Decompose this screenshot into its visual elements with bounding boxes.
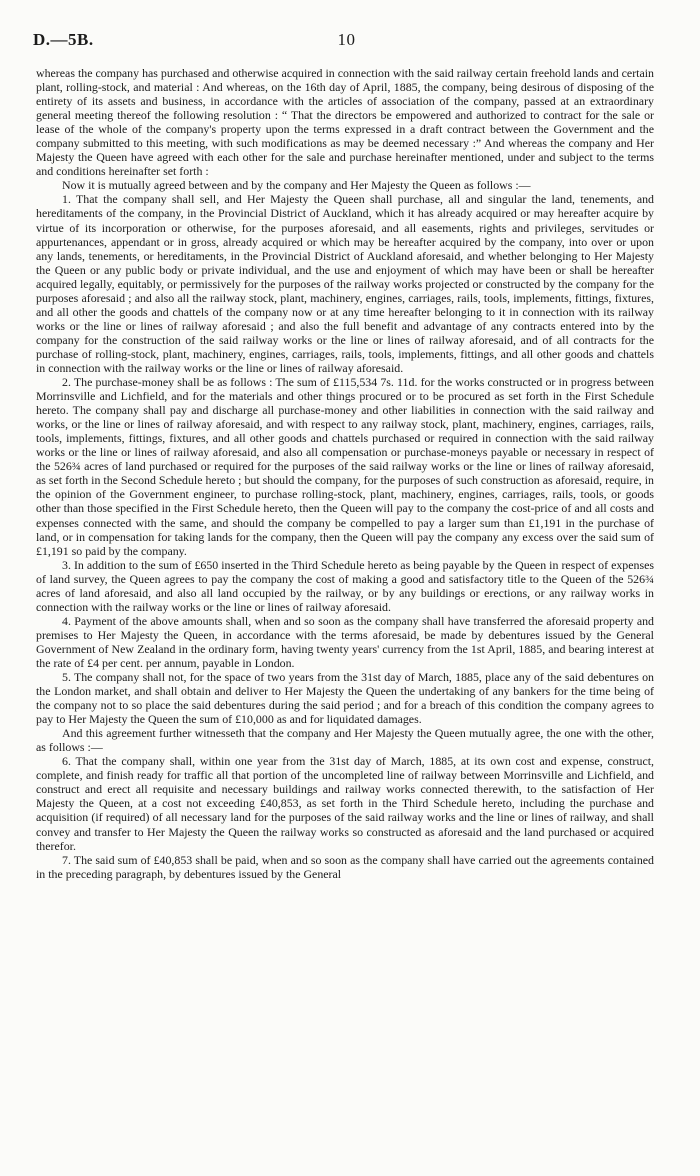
paragraph-clause-4: 4. Payment of the above amounts shall, when and so soon as the company shall have transferred the aforesaid property and premises to Her Majesty the Queen, in accordance with the terms aforesaid, be made by debentures issued by the General Government of New Zealand in the ordinary form, having twenty years' currency from the 1st April, 1885, and bearing interest at the rate of £4 per cent. per annum, payable in London.	[36, 613, 654, 670]
paragraph-clause-6: 6. That the company shall, within one year from the 31st day of March, 1885, at its own cost and expense, construct, complete, and finish ready for traffic all that portion of the uncompleted line of railway between Morrinsville and Lichfield, and construct and erect all requisite and necessary buildings and railway works connected therewith, to the satisfaction of Her Majesty the Queen, at a cost not exceeding £40,853, as set forth in the Third Schedule hereto, including the purchase and acquisition (if required) of all necessary land for the purposes of the said railway works and the line or lines of railway, and shall convey and transfer to Her Majesty the Queen the railway works so constructed as aforesaid and the land purchased or acquired therefor.	[36, 754, 654, 853]
document-body	[36, 66, 654, 881]
paragraph-clause-7: 7. The said sum of £40,853 shall be paid, when and so soon as the company shall have carried out the agreements contained in the preceding paragraph, by debentures issued by the General	[36, 852, 654, 881]
paragraph-clause-5: 5. The company shall not, for the space of two years from the 31st day of March, 1885, place any of the said debentures on the London market, and shall obtain and deliver to Her Majesty the Queen the undertaking of any bankers for the time being of the company not to so place the said debentures during the said period ; and for a breach of this condition the company agrees to pay to Her Majesty the Queen the sum of £10,000 as and for liquidated damages.	[36, 670, 654, 727]
paragraph-recital: whereas the company has purchased and otherwise acquired in connection with the said railway certain freehold lands and certain plant, rolling-stock, and material : And whereas, on the 16th day of April, 1885, the company, being desirous of disposing of the entirety of its assets and business, in accordance with the articles of association of the company, passed at an extraordinary general meeting thereof the following resolution : “ That the directors be empowered and authorized to contract for the sale or lease of the whole of the company's property upon the terms expressed in a draft contract between the Government and the company submitted to this meeting, with such modifications as may be deemed necessary :” And whereas the company and Her Majesty the Queen have agreed with each other for the sale and purchase hereinafter mentioned, under and subject to the terms and conditions hereinafter set forth :	[36, 66, 654, 179]
paragraph-agreement-intro: Now it is mutually agreed between and by the company and Her Majesty the Queen as follows :—	[62, 178, 531, 193]
paragraph-clause-1: 1. That the company shall sell, and Her Majesty the Queen shall purchase, all and singular the land, tenements, and hereditaments of the company, in the Provincial District of Auckland, which it has already acquired or may hereafter acquire by virtue of its incorporation or otherwise, for the purposes aforesaid, and all easements, rights and privileges, servitudes or appurtenances, appendant or in gross, already acquired or which may be hereafter acquired by the company, into over or upon any lands, tenements, or hereditaments, in the Provincial District of Auckland aforesaid, and whether belonging to Her Majesty the Queen or any public body or private individual, and the use and enjoyment of which may have been or shall be hereafter acquired legally, equitably, or permissively for the purposes of the railway works projected or constructed by the company for the purposes aforesaid ; and also all the railway stock, plant, machinery, engines, carriages, rails, tools, implements, fittings, fixtures, and all other the goods and chattels of the company now or at any time hereafter belonging to it in connection with its railway works or the line or lines of railway aforesaid ; and also the full benefit and advantage of any contracts entered into by the company for the construction of the said railway works or the line or lines of railway aforesaid, and of all contracts for the purchase of rolling-stock, plant, machinery, engines, carriages, rails, tools, implements, fittings, and all other goods and chattels in connection with the railway works or the line or lines of railway aforesaid.	[36, 192, 654, 375]
page-header	[33, 30, 660, 54]
document-reference: D.—5B.	[33, 30, 94, 49]
paragraph-clause-2: 2. The purchase-money shall be as follows : The sum of £115,534 7s. 11d. for the works constructed or in progress between Morrinsville and Lichfield, and for the materials and other things procured or to be procured as set forth in the First Schedule hereto. The company shall pay and discharge all purchase-money and other liabilities in connection with the said railway and works, or the line or lines of railway aforesaid, and with respect to any railway stock, plant, machinery, engines, carriages, rails, tools, implements, fittings, fixtures, and all other goods and chattels purchased or required in connection with the said railway works or the line or lines of railway aforesaid, and also all compensation or purchase-moneys payable or necessary in respect of the 526¾ acres of land purchased or required for the purposes of the said railway works or the line or lines of railway aforesaid, as set forth in the Second Schedule hereto ; but should the company, for the purposes of such construction as aforesaid, require, in the opinion of the Government engineer, to purchase rolling-stock, plant, machinery, engines, carriages, rails, tools, or goods other than those specified in the First Schedule hereto, then the Queen will pay to the company the cost-price of and all costs and expenses connected with the same, and should the company be compelled to pay a larger sum than £1,191 in the purchase of land, or in compensation for taking lands for the company, then the Queen will pay the company any excess over the said sum of £1,191 so paid by the company.	[36, 375, 654, 558]
paragraph-clause-3: 3. In addition to the sum of £650 inserted in the Third Schedule hereto as being payable by the Queen in respect of expenses of land survey, the Queen agrees to pay the company the cost of making a good and satisfactory title to the Queen of the 526¾ acres of land aforesaid, and also all land occupied by the railway, or by any buildings or erections, or any railway works in connection with the railway works or the line or lines of railway aforesaid.	[36, 557, 654, 614]
paragraph-witnesseth: And this agreement further witnesseth that the company and Her Majesty the Queen mutually agree, the one with the other, as follows :—	[36, 726, 654, 755]
page-number: 10	[337, 30, 356, 49]
